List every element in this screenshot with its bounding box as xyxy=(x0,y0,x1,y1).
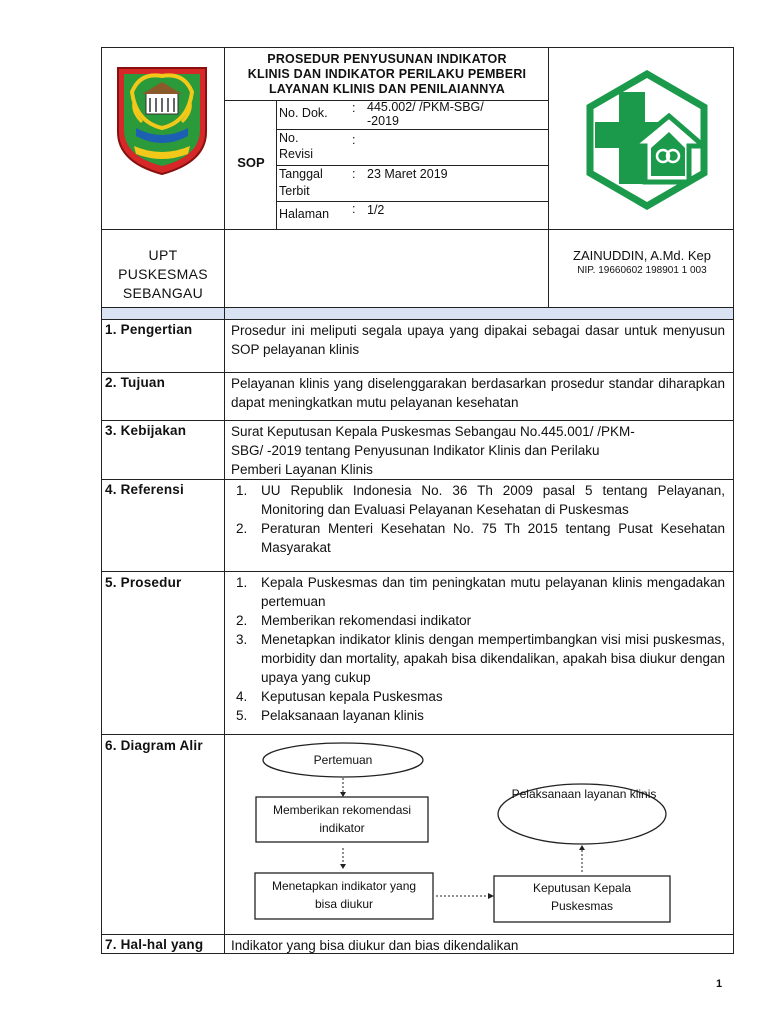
unit-line: PUSKESMAS xyxy=(118,266,208,282)
header-divider xyxy=(276,129,548,130)
tanggal-terbit-label: Terbit xyxy=(279,184,310,198)
page-number: 1 xyxy=(716,978,723,990)
title-line: LAYANAN KLINIS DAN PENILAIANNYA xyxy=(268,82,506,96)
colon: : xyxy=(352,101,356,115)
list-number: 4. xyxy=(236,689,248,704)
list-item xyxy=(231,687,725,706)
list-text: Pelaksanaan layanan klinis xyxy=(261,708,424,723)
flow-label-line: bisa diukur xyxy=(314,897,374,911)
colon: : xyxy=(352,133,356,147)
halaman-label: Halaman xyxy=(279,207,330,221)
kebijakan-line: Surat Keputusan Kepala Puskesmas Sebangau No.445.001/ /PKM- xyxy=(231,424,635,439)
flow-arrow-head xyxy=(579,845,585,850)
halaman-value: 1/2 xyxy=(367,203,385,217)
no-dok-label: No. Dok. xyxy=(279,106,328,120)
tanggal-terbit-label: Tanggal xyxy=(279,167,323,181)
prosedur-list xyxy=(231,573,725,725)
header-divider xyxy=(101,229,734,230)
list-text: Menetapkan indikator klinis dengan mempertimbangkan visi misi puskesmas, morbidity dan mortality, apakah bisa dikendalikan, apakah bisa diukur dengan upaya yang cukup xyxy=(261,632,725,685)
list-number: 2. xyxy=(236,521,248,536)
unit-name xyxy=(103,246,223,303)
list-item xyxy=(231,519,725,557)
section-text-pengertian: Prosedur ini meliputi segala upaya yang dipakai sebagai dasar untuk menyusun SOP pelayanan klinis xyxy=(231,323,725,357)
list-number: 2. xyxy=(236,613,248,628)
no-revisi-label: Revisi xyxy=(279,147,314,161)
unit-line: SEBANGAU xyxy=(122,285,204,301)
body-divider xyxy=(101,734,734,735)
flow-label-pelaksanaan: Pelaksanaan layanan klinis xyxy=(511,787,657,801)
header-divider xyxy=(276,201,548,202)
list-item xyxy=(231,706,725,725)
flow-label-line: Menetapkan indikator yang xyxy=(271,879,417,893)
flow-label-menetapkan xyxy=(255,877,433,913)
flow-label-line: Keputusan Kepala xyxy=(532,881,632,895)
signatory-nip: NIP. 19660602 198901 1 003 xyxy=(577,265,707,276)
list-item xyxy=(231,611,725,630)
list-text: Memberikan rekomendasi indikator xyxy=(261,613,472,628)
section-label-diagram: 6. Diagram Alir xyxy=(105,738,203,753)
flow-label-keputusan xyxy=(494,879,670,915)
no-revisi-label: No. xyxy=(279,131,299,145)
list-item xyxy=(231,630,725,687)
list-item xyxy=(231,481,725,519)
tanggal-terbit-value: 23 Maret 2019 xyxy=(367,167,448,181)
section-text-tujuan: Pelayanan klinis yang diselenggarakan berdasarkan prosedur standar diharapkan dapat meningkatkan mutu pelayanan kesehatan xyxy=(231,376,725,410)
body-divider xyxy=(101,479,734,480)
list-text: Kepala Puskesmas dan tim peningkatan mutu pelayanan klinis mengadakan pertemuan xyxy=(261,575,725,609)
body-divider xyxy=(101,319,734,320)
referensi-list xyxy=(231,481,725,557)
no-dok-value: 445.002/ /PKM-SBG/ xyxy=(367,100,484,114)
regional-emblem-logo xyxy=(112,62,212,177)
section-text-kebijakan xyxy=(231,422,725,479)
flow-label-line: Memberikan rekomendasi xyxy=(272,803,412,817)
list-text: UU Republik Indonesia No. 36 Th 2009 pasal 5 tentang Pelayanan, Monitoring dan Evaluasi Pelayanan Kesehatan di Puskesmas xyxy=(261,483,725,517)
flow-arrow-head xyxy=(340,864,346,869)
section-label-pengertian: 1. Pengertian xyxy=(105,322,193,337)
list-number: 1. xyxy=(236,483,248,498)
header-divider xyxy=(548,47,549,308)
body-divider xyxy=(101,372,734,373)
no-dok-value: -2019 xyxy=(367,114,399,128)
colon: : xyxy=(352,202,356,216)
section-label-halhal: 7. Hal-hal yang xyxy=(105,937,204,952)
document-title xyxy=(226,52,548,97)
colon: : xyxy=(352,167,356,181)
section-label-kebijakan: 3. Kebijakan xyxy=(105,423,187,438)
flow-arrow-head xyxy=(340,792,346,797)
flow-label-pertemuan: Pertemuan xyxy=(313,753,373,767)
section-text-halhal: Indikator yang bisa diukur dan bias dikendalikan xyxy=(231,938,519,953)
list-item xyxy=(231,573,725,611)
unit-line: UPT xyxy=(148,247,178,263)
flow-label-rekomendasi xyxy=(256,801,428,837)
body-divider xyxy=(101,571,734,572)
section-label-referensi: 4. Referensi xyxy=(105,482,184,497)
title-line: PROSEDUR PENYUSUNAN INDIKATOR xyxy=(267,52,507,66)
signatory-name: ZAINUDDIN, A.Md. Kep xyxy=(573,248,711,263)
body-divider xyxy=(101,420,734,421)
section-label-prosedur: 5. Prosedur xyxy=(105,575,182,590)
body-divider xyxy=(224,307,225,954)
kebijakan-line: SBG/ -2019 tentang Penyusunan Indikator Klinis dan Perilaku xyxy=(231,443,600,458)
flow-label-line: Puskesmas xyxy=(550,899,614,913)
kebijakan-line: Pemberi Layanan Klinis xyxy=(231,462,373,477)
title-line: KLINIS DAN INDIKATOR PERILAKU PEMBERI xyxy=(247,67,527,81)
puskesmas-logo xyxy=(577,70,717,210)
list-number: 5. xyxy=(236,708,248,723)
header-divider xyxy=(224,47,225,308)
list-text: Peraturan Menteri Kesehatan No. 75 Th 2015 tentang Pusat Kesehatan Masyarakat xyxy=(261,521,725,555)
list-text: Keputusan kepala Puskesmas xyxy=(261,689,443,704)
list-number: 1. xyxy=(236,575,248,590)
flow-label-line: indikator xyxy=(319,821,365,835)
body-divider xyxy=(101,934,734,935)
list-number: 3. xyxy=(236,632,248,647)
section-label-tujuan: 2. Tujuan xyxy=(105,375,166,390)
sop-label: SOP xyxy=(237,155,265,170)
